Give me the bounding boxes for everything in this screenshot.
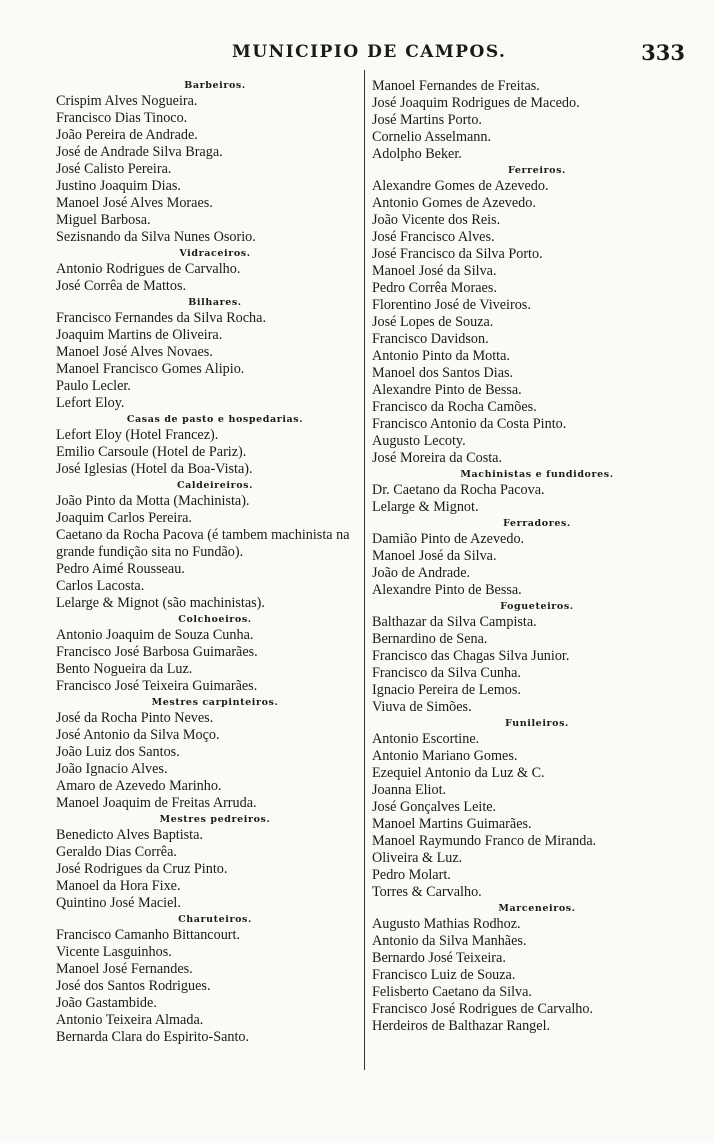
directory-entry: Francisco José Rodrigues de Carvalho.	[372, 1001, 594, 1017]
directory-entry: Antonio Joaquim de Souza Cunha.	[56, 627, 254, 643]
directory-entry: Benedicto Alves Baptista.	[56, 827, 203, 843]
directory-entry: José Francisco da Silva Porto.	[372, 246, 543, 262]
directory-entry: Francisco Davidson.	[372, 331, 489, 347]
directory-entry: Antonio Gomes de Azevedo.	[372, 195, 536, 211]
page-number: 333	[641, 40, 685, 65]
right-column	[372, 78, 702, 1035]
directory-entry: João Pereira de Andrade.	[56, 127, 198, 143]
directory-entry: Oliveira & Luz.	[372, 850, 463, 866]
directory-entry: João Ignacio Alves.	[56, 761, 168, 777]
directory-entry: Francisco da Silva Cunha.	[372, 665, 521, 681]
directory-entry: Antonio Pinto da Motta.	[372, 348, 510, 364]
directory-entry: Francisco Antonio da Costa Pinto.	[372, 416, 567, 432]
directory-entry: Augusto Mathias Rodhoz.	[372, 916, 521, 932]
directory-entry: Lefort Eloy (Hotel Francez).	[56, 427, 219, 443]
directory-entry: Florentino José de Viveiros.	[372, 297, 531, 313]
directory-entry: Ezequiel Antonio da Luz & C.	[372, 765, 545, 781]
directory-entry: José Joaquim Rodrigues de Macedo.	[372, 95, 580, 111]
page-header	[0, 42, 715, 68]
section-heading: Ferreiros.	[508, 165, 566, 176]
left-column	[56, 78, 374, 1046]
section-heading: Casas de pasto e hospedarias.	[126, 414, 304, 425]
directory-entry: João Gastambide.	[56, 995, 157, 1011]
directory-entry: José Rodrigues da Cruz Pinto.	[56, 861, 228, 877]
directory-entry: Joanna Eliot.	[372, 782, 447, 798]
section-heading: Fogueteiros.	[500, 601, 574, 612]
section-heading: Machinistas e fundidores.	[460, 469, 614, 480]
directory-entry: Bento Nogueira da Luz.	[56, 661, 193, 677]
section-heading: Mestres pedreiros.	[159, 814, 271, 825]
directory-entry: João de Andrade.	[372, 565, 471, 581]
directory-entry: José Martins Porto.	[372, 112, 482, 128]
directory-entry: José da Rocha Pinto Neves.	[56, 710, 214, 726]
directory-entry: Antonio Rodrigues de Carvalho.	[56, 261, 241, 277]
directory-entry: Antonio Teixeira Almada.	[56, 1012, 204, 1028]
directory-entry: Cornelio Asselmann.	[372, 129, 492, 145]
directory-entry: Francisco das Chagas Silva Junior.	[372, 648, 570, 664]
directory-entry: Justino Joaquim Dias.	[56, 178, 181, 194]
directory-entry: Francisco Fernandes da Silva Rocha.	[56, 310, 266, 326]
directory-entry: Pedro Molart.	[372, 867, 451, 883]
section-heading: Ferradores.	[503, 518, 571, 529]
directory-entry: Francisco Dias Tinoco.	[56, 110, 188, 126]
directory-entry: Manoel José da Silva.	[372, 263, 497, 279]
directory-entry: Alexandre Pinto de Bessa.	[372, 582, 522, 598]
directory-entry: Antonio da Silva Manhães.	[372, 933, 527, 949]
directory-entry: José Lopes de Souza.	[372, 314, 494, 330]
directory-entry: José dos Santos Rodrigues.	[56, 978, 211, 994]
directory-entry: Carlos Lacosta.	[56, 578, 145, 594]
directory-entry: Pedro Corrêa Moraes.	[372, 280, 497, 296]
directory-entry: Sezisnando da Silva Nunes Osorio.	[56, 229, 256, 245]
directory-entry: Vicente Lasguinhos.	[56, 944, 172, 960]
directory-entry: José Iglesias (Hotel da Boa-Vista).	[56, 461, 253, 477]
section-heading: Colchoeiros.	[178, 614, 252, 625]
directory-entry: Manoel Martins Guimarães.	[372, 816, 532, 832]
directory-entry: Miguel Barbosa.	[56, 212, 151, 228]
directory-entry: Viuva de Simões.	[372, 699, 472, 715]
directory-entry: Amaro de Azevedo Marinho.	[56, 778, 222, 794]
directory-entry: Quintino José Maciel.	[56, 895, 181, 911]
directory-entry: Francisco Luiz de Souza.	[372, 967, 516, 983]
directory-entry: Joaquim Martins de Oliveira.	[56, 327, 223, 343]
directory-entry: Torres & Carvalho.	[372, 884, 482, 900]
section-heading: Bilhares.	[188, 297, 242, 308]
directory-entry: Manoel Francisco Gomes Alipio.	[56, 361, 245, 377]
directory-entry: Manoel da Hora Fixe.	[56, 878, 181, 894]
directory-entry: Manoel José da Silva.	[372, 548, 497, 564]
directory-entry: Manoel José Fernandes.	[56, 961, 193, 977]
directory-entry: Francisco da Rocha Camões.	[372, 399, 537, 415]
directory-entry: José Corrêa de Mattos.	[56, 278, 187, 294]
directory-entry: Francisco José Barbosa Guimarães.	[56, 644, 258, 660]
directory-entry: Pedro Aimé Rousseau.	[56, 561, 185, 577]
directory-entry: Antonio Escortine.	[372, 731, 480, 747]
directory-entry: Lelarge & Mignot (são machinistas).	[56, 595, 265, 611]
directory-entry: Crispim Alves Nogueira.	[56, 93, 198, 109]
directory-entry: Lelarge & Mignot.	[372, 499, 479, 515]
directory-entry: Felisberto Caetano da Silva.	[372, 984, 532, 1000]
directory-entry: Manoel José Alves Novaes.	[56, 344, 213, 360]
directory-entry: Francisco José Teixeira Guimarães.	[56, 678, 258, 694]
directory-entry: Ignacio Pereira de Lemos.	[372, 682, 521, 698]
section-heading: Marceneiros.	[498, 903, 576, 914]
directory-entry: José Francisco Alves.	[372, 229, 495, 245]
directory-entry: João Luiz dos Santos.	[56, 744, 180, 760]
directory-entry: José Gonçalves Leite.	[372, 799, 497, 815]
directory-entry: Manoel José Alves Moraes.	[56, 195, 213, 211]
section-heading: Mestres carpinteiros.	[151, 697, 279, 708]
directory-entry: João Vicente dos Reis.	[372, 212, 501, 228]
directory-entry: Lefort Eloy.	[56, 395, 125, 411]
directory-entry: Dr. Caetano da Rocha Pacova.	[372, 482, 545, 498]
directory-entry: João Pinto da Motta (Machinista).	[56, 493, 250, 509]
directory-entry: Bernardino de Sena.	[372, 631, 488, 647]
directory-entry: Manoel dos Santos Dias.	[372, 365, 514, 381]
directory-entry: Alexandre Pinto de Bessa.	[372, 382, 522, 398]
directory-entry: Manoel Joaquim de Freitas Arruda.	[56, 795, 257, 811]
directory-entry: José Moreira da Costa.	[372, 450, 503, 466]
directory-entry: José Calisto Pereira.	[56, 161, 172, 177]
directory-entry: Joaquim Carlos Pereira.	[56, 510, 192, 526]
directory-entry: Adolpho Beker.	[372, 146, 462, 162]
page-title: MUNICIPIO DE CAMPOS.	[232, 42, 507, 62]
section-heading: Funileiros.	[505, 718, 569, 729]
directory-entry: José de Andrade Silva Braga.	[56, 144, 223, 160]
directory-entry: Damião Pinto de Azevedo.	[372, 531, 525, 547]
directory-entry: Emilio Carsoule (Hotel de Pariz).	[56, 444, 247, 460]
directory-entry: Geraldo Dias Corrêa.	[56, 844, 177, 860]
directory-entry: Bernardo José Teixeira.	[372, 950, 506, 966]
directory-entry: José Antonio da Silva Moço.	[56, 727, 220, 743]
section-heading: Vidraceiros.	[179, 248, 251, 259]
directory-entry: Alexandre Gomes de Azevedo.	[372, 178, 549, 194]
directory-entry: Augusto Lecoty.	[372, 433, 466, 449]
directory-entry: Manoel Raymundo Franco de Miranda.	[372, 833, 597, 849]
directory-entry: Balthazar da Silva Campista.	[372, 614, 537, 630]
section-heading: Charuteiros.	[178, 914, 252, 925]
directory-entry: Bernarda Clara do Espirito-Santo.	[56, 1029, 250, 1045]
directory-entry: Caetano da Rocha Pacova (é tambem machinista na grande fundição sita no Fundão).	[56, 527, 350, 560]
directory-entry: Francisco Camanho Bittancourt.	[56, 927, 241, 943]
directory-entry: Paulo Lecler.	[56, 378, 131, 394]
directory-entry: Manoel Fernandes de Freitas.	[372, 78, 540, 94]
directory-entry: Herdeiros de Balthazar Rangel.	[372, 1018, 551, 1034]
section-heading: Barbeiros.	[184, 80, 246, 91]
directory-entry: Antonio Mariano Gomes.	[372, 748, 518, 764]
section-heading: Caldeireiros.	[176, 480, 254, 491]
